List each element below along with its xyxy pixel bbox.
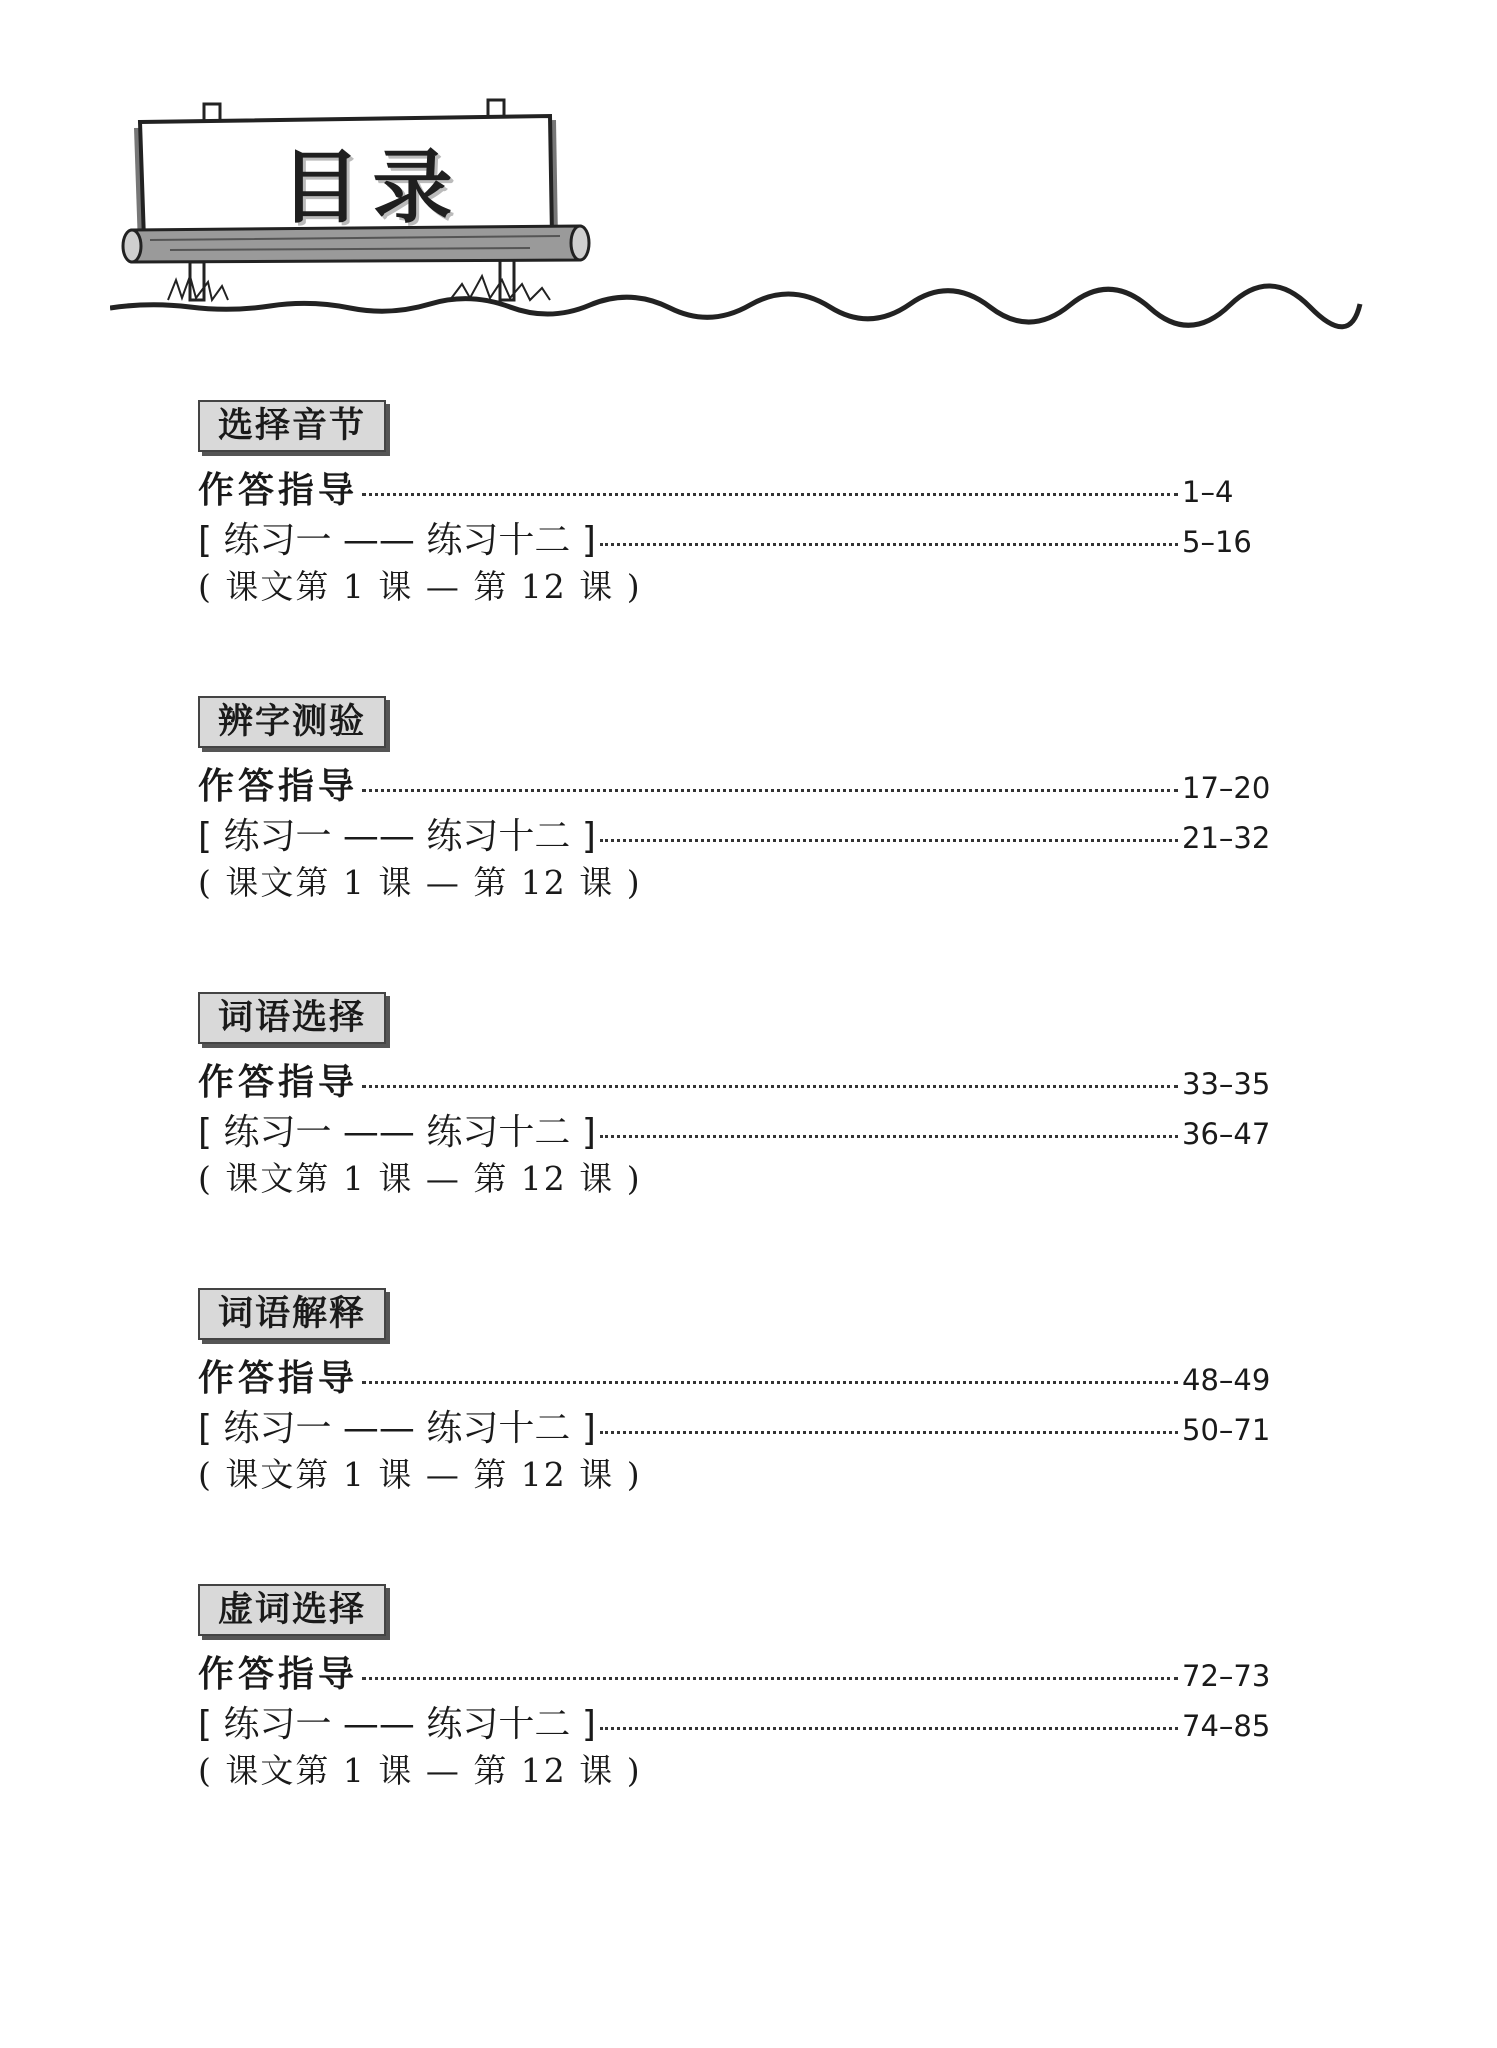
dot-leader [362,1381,1178,1384]
section-label: 辨字测验 [198,696,386,748]
toc-entry-guide [198,1350,1278,1400]
page-range: 36–47 [1182,1117,1271,1151]
toc-entry-practice [198,1104,1278,1154]
toc-section [198,992,1278,1204]
dot-leader [600,1431,1178,1434]
toc-section [198,1288,1278,1500]
entry-title: 作答指导 [198,1654,359,1695]
lesson-range-note: ( 课文第 1 课 — 第 12 课 ) [198,567,642,606]
page-range: 1–4 [1182,475,1234,509]
lesson-range-note: ( 课文第 1 课 — 第 12 课 ) [198,863,642,902]
page-title: 目录 [280,141,465,234]
page-range: 48–49 [1182,1363,1271,1397]
entry-title: 作答指导 [198,766,359,807]
page-range: 33–35 [1182,1067,1271,1101]
dot-leader [600,1135,1178,1138]
lesson-range-note: ( 课文第 1 课 — 第 12 课 ) [198,1751,642,1790]
entry-title: [ 练习一 —— 练习十二 ] [198,1112,596,1153]
dot-leader [600,1727,1178,1730]
section-label: 选择音节 [198,400,386,452]
entry-title: [ 练习一 —— 练习十二 ] [198,1704,596,1745]
page-range: 5–16 [1182,525,1252,559]
toc-section [198,400,1278,612]
dot-leader [600,839,1178,842]
toc-section [198,696,1278,908]
dot-leader [600,543,1178,546]
entry-title: 作答指导 [198,1358,359,1399]
toc-entry-practice [198,1400,1278,1450]
dot-leader [362,493,1178,496]
entry-title: 作答指导 [198,470,359,511]
page-range: 72–73 [1182,1659,1271,1693]
entry-title: [ 练习一 —— 练习十二 ] [198,520,596,561]
section-label: 词语解释 [198,1288,386,1340]
dot-leader [362,1677,1178,1680]
toc-entry-practice [198,808,1278,858]
dot-leader [362,789,1178,792]
toc-section [198,1584,1278,1796]
lesson-range-note: ( 课文第 1 课 — 第 12 课 ) [198,1455,642,1494]
lesson-range-note: ( 课文第 1 课 — 第 12 课 ) [198,1159,642,1198]
entry-title: [ 练习一 —— 练习十二 ] [198,1408,596,1449]
entry-title: [ 练习一 —— 练习十二 ] [198,816,596,857]
page-range: 74–85 [1182,1709,1271,1743]
section-label: 词语选择 [198,992,386,1044]
entry-title: 作答指导 [198,1062,359,1103]
toc-entry-practice [198,512,1278,562]
toc-entry-guide [198,462,1278,512]
page-range: 21–32 [1182,821,1271,855]
toc-entry-practice [198,1696,1278,1746]
toc-entry-guide [198,758,1278,808]
toc-entry-guide [198,1646,1278,1696]
dot-leader [362,1085,1178,1088]
toc-entry-guide [198,1054,1278,1104]
page-range: 50–71 [1182,1413,1271,1447]
page-range: 17–20 [1182,771,1271,805]
section-label: 虚词选择 [198,1584,386,1636]
